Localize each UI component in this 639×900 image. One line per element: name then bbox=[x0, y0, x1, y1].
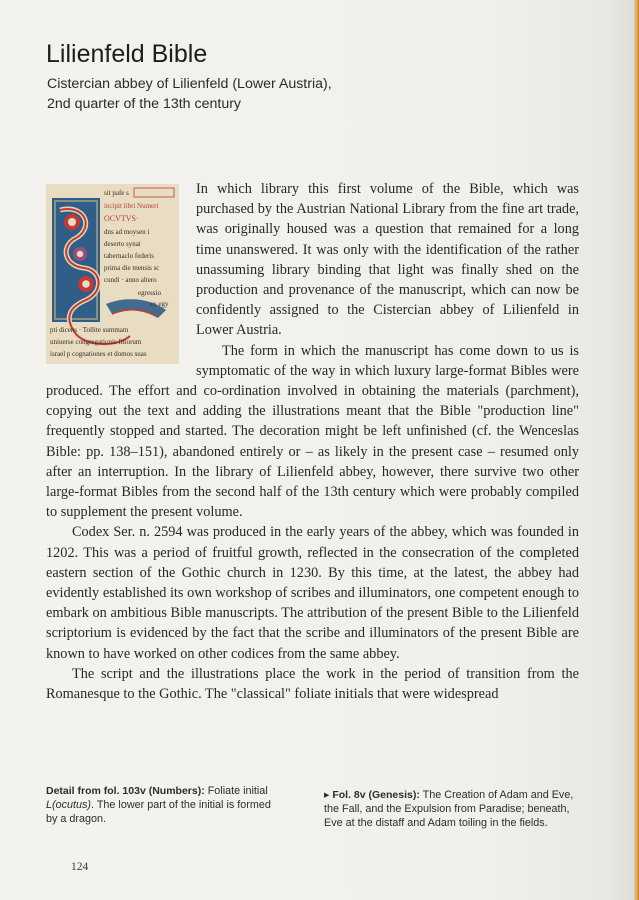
page-title: Lilienfeld Bible bbox=[46, 40, 208, 68]
svg-text:israel p cognationes et domos: israel p cognationes et domos suas bbox=[50, 350, 147, 358]
paragraph-2: The form in which the manuscript has come down to us is symptomatic of the way in which luxury large-format Bibles were produced. The effort and co-ordination involved in obtaining the materials (parchment), copying out the text and adding the illustrations meant that the Bible "production line" frequently stopped and started. The decoration might be left unfinished (cf. the Wenceslas Bible: pp. 138–151), abandoned entirely or – as likely in the present case – resumed only after an interruption. In the library of Lilienfeld abbey, however, there survive two other large-format Bibles from the second half of the 13th century which were probably compiled to supplement the present volume. bbox=[46, 342, 579, 521]
caption-right bbox=[324, 788, 574, 831]
svg-text:deserto synai: deserto synai bbox=[104, 240, 141, 248]
page-edge bbox=[634, 0, 639, 900]
caption-left-text-a: Foliate initial bbox=[204, 785, 268, 797]
paragraph-4: The script and the illustrations place the work in the period of transition from the Romanesque to the Gothic. The "classical" foliate initials that were widespread bbox=[46, 665, 579, 703]
subtitle-line-1: Cistercian abbey of Lilienfeld (Lower Austria), bbox=[47, 76, 332, 92]
svg-text:OCVTVS·: OCVTVS· bbox=[104, 214, 139, 223]
svg-text:tabernaclo federis: tabernaclo federis bbox=[104, 252, 154, 260]
svg-text:sit pafe s: sit pafe s bbox=[104, 189, 129, 197]
svg-text:ex egy: ex egy bbox=[150, 300, 169, 308]
subtitle-line-2: 2nd quarter of the 13th century bbox=[47, 95, 242, 112]
svg-text:uniuerse congregationis filior: uniuerse congregationis filiorum bbox=[50, 338, 142, 346]
caption-arrow-icon: ▸ bbox=[324, 789, 330, 801]
caption-right-label: Fol. 8v (Genesis): bbox=[329, 789, 420, 801]
caption-left-label: Detail from fol. 103v (Numbers): bbox=[46, 785, 205, 797]
svg-text:dns ad moysen i: dns ad moysen i bbox=[104, 228, 150, 236]
svg-text:pti dicens · Tollite summam: pti dicens · Tollite summam bbox=[50, 326, 129, 334]
paragraph-1: In which library this first volume of the Bible, which was purchased by the Austrian National Library from the fine art trade, was originally housed was a question that remained for a long time unanswered. It was only with the identification of the rather unassuming library binding that light was finally shed on the production and provenance of the manuscript, which can now be confidently assigned to the Cistercian abbey of Lilienfeld in Lower Austria. bbox=[196, 181, 579, 339]
paragraph-3: Codex Ser. n. 2594 was produced in the early years of the abbey, which was founded in 1202. This was a period of fruitful growth, reflected in the consecration of the completed eastern section of the Gothic church in 1230. By this time, at the latest, the abbey had evidently established its own workshop of scribes and illuminators, one competent enough to embark on ambitious Bible manuscripts. The attribution of the present Bible to the Lilienfeld scriptorium is evidenced by the fact that the scribe and illuminators of the present Bible are known to have worked on other codices from the same abbey. bbox=[46, 524, 579, 662]
page-number: 124 bbox=[71, 861, 89, 873]
svg-text:egressio: egressio bbox=[138, 289, 161, 297]
illustration-spacer bbox=[46, 179, 196, 363]
caption-left-italic: L(ocutus) bbox=[46, 799, 92, 812]
article-body bbox=[46, 179, 579, 704]
page-subtitle bbox=[47, 75, 487, 114]
caption-right-text: The Creation of Adam and Eve, the Fall, and the Expulsion from Paradise; beneath, Eve at the distaff and Adam toiling in the fields. bbox=[324, 789, 574, 830]
caption-left bbox=[46, 784, 284, 827]
caption-left-text-b: . The lower part of the initial is formed by a dragon. bbox=[46, 799, 271, 826]
svg-text:prima die mensis sc: prima die mensis sc bbox=[104, 264, 160, 272]
svg-text:incipit libri Numeri: incipit libri Numeri bbox=[104, 202, 159, 210]
svg-text:cundi · anno altero: cundi · anno altero bbox=[104, 276, 157, 284]
